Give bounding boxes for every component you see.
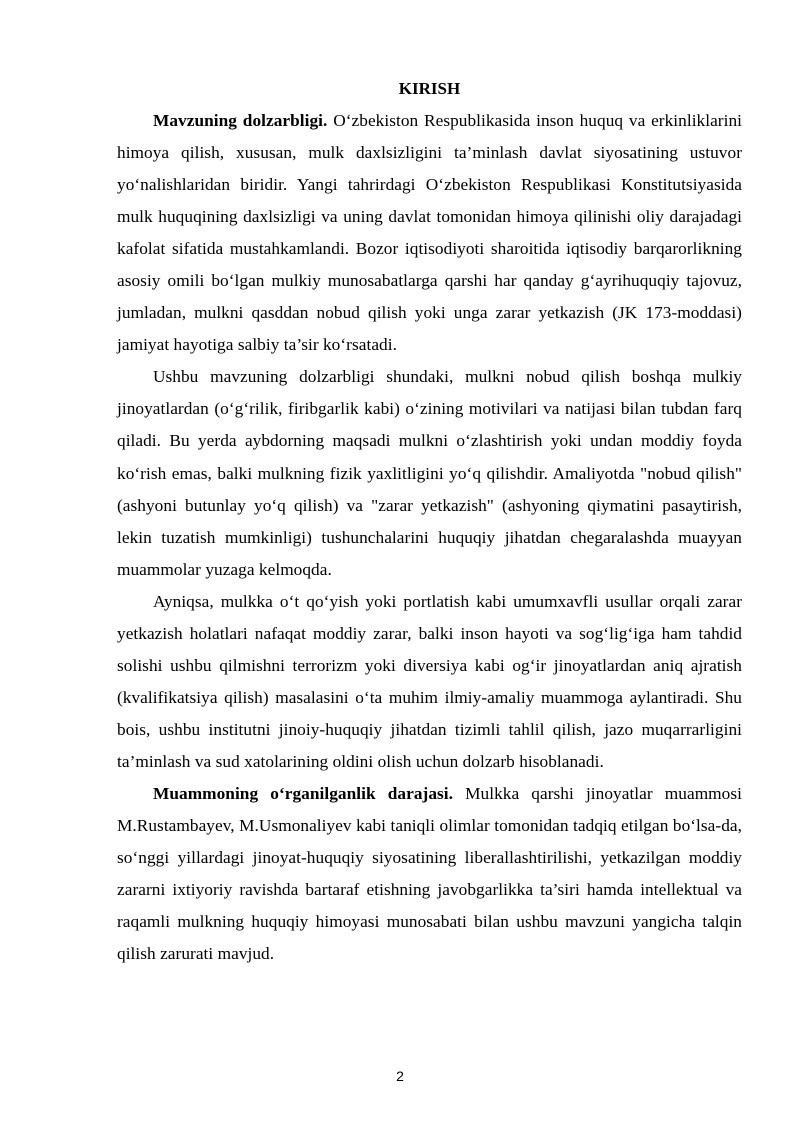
paragraph-heading-relevance: Mavzuning dolzarbligi. <box>153 111 328 130</box>
paragraph-text: Ushbu mavzuning dolzarbligi shundaki, mulkni nobud qilish boshqa mulkiy jinoyatlardan (o‘g‘rilik, firibgarlik kabi) o‘zining motivilari va natijasi bilan tubdan farq qiladi. Bu yerda aybdorning maqsadi mulkni o‘zlashtirish yoki undan moddiy foyda ko‘rish emas, balki mulkning fizik yaxlitligini yo‘q qilishdir. Amaliyotda "nobud qilish" (ashyoni butunlay yo‘q qilish) va "zarar yetkazish" (ashyoning qiymatini pasaytirish, lekin tuzatish mumkinligi) tushunchalarini huquqiy jihatdan chegaralashda muayyan muammolar yuzaga kelmoqda. <box>117 367 742 579</box>
paragraph-text: O‘zbekiston Respublikasida inson huquq va erkinliklarini himoya qilish, xususan, mulk daxlsizligini ta’minlash davlat siyosatining ustuvor yo‘nalishlaridan biridir. Yangi tahrirdagi O‘zbekiston Respublikasi Konstitutsiyasida mulk huquqining daxlsizligi va uning davlat tomonidan himoya qilinishi oliy darajadagi kafolat sifatida mustahkamlandi. Bozor iqtisodiyoti sharoitida iqtisodiy barqarorlikning asosiy omili bo‘lgan mulkiy munosabatlarga qarshi har qanday g‘ayrihuquqiy tajovuz, jumladan, mulkni qasddan nobud qilish yoki unga zarar yetkazish (JK 173-moddasi) jamiyat hayotiga salbiy ta’sir ko‘rsatadi. <box>117 111 743 355</box>
paragraph-qualification-problem <box>117 586 742 778</box>
paragraph-text: Ayniqsa, mulkka o‘t qo‘yish yoki portlatish kabi umumxavfli usullar orqali zarar yetkazish holatlari nafaqat moddiy zarar, balki inson hayoti va sog‘lig‘iga ham tahdid solishi ushbu qilmishni terrorizm yoki diversiya kabi og‘ir jinoyatlardan aniq ajratish (kvalifikatsiya qilish) masalasini o‘ta muhim ilmiy-amaliy muammoga aylantiradi. Shu bois, ushbu institutni jinoiy-huquqiy jihatdan tizimli tahlil qilish, jazo muqarrarligini ta’minlash va sud xatolarining oldini olish uchun dolzarb hisoblanadi. <box>117 591 742 771</box>
page-number: 2 <box>396 1068 404 1084</box>
section-title: KIRISH <box>398 79 461 98</box>
paragraph-relevance <box>117 105 742 361</box>
paragraph-research-degree <box>117 778 742 970</box>
document-page <box>117 76 742 970</box>
paragraph-text: Mulkka qarshi jinoyatlar muammosi M.Rustambayev, M.Usmonaliyev kabi taniqli olimlar tomonidan tadqiq etilgan bo‘lsa-da, so‘nggi yillardagi jinoyat-huquqiy siyosatining liberallashtirilishi, yetkazilgan moddiy zararni ixtiyoriy ravishda bartaraf etishning javobgarlikka ta’siri hamda intellektual va raqamli mulkning huquqiy himoyasi munosabati bilan ushbu mavzuni yangicha talqin qilish zarurati mavjud. <box>117 783 742 964</box>
paragraph-heading-research-degree: Muammoning o‘rganilganlik darajasi. <box>153 783 454 803</box>
paragraph-relevance-detail <box>117 361 742 585</box>
